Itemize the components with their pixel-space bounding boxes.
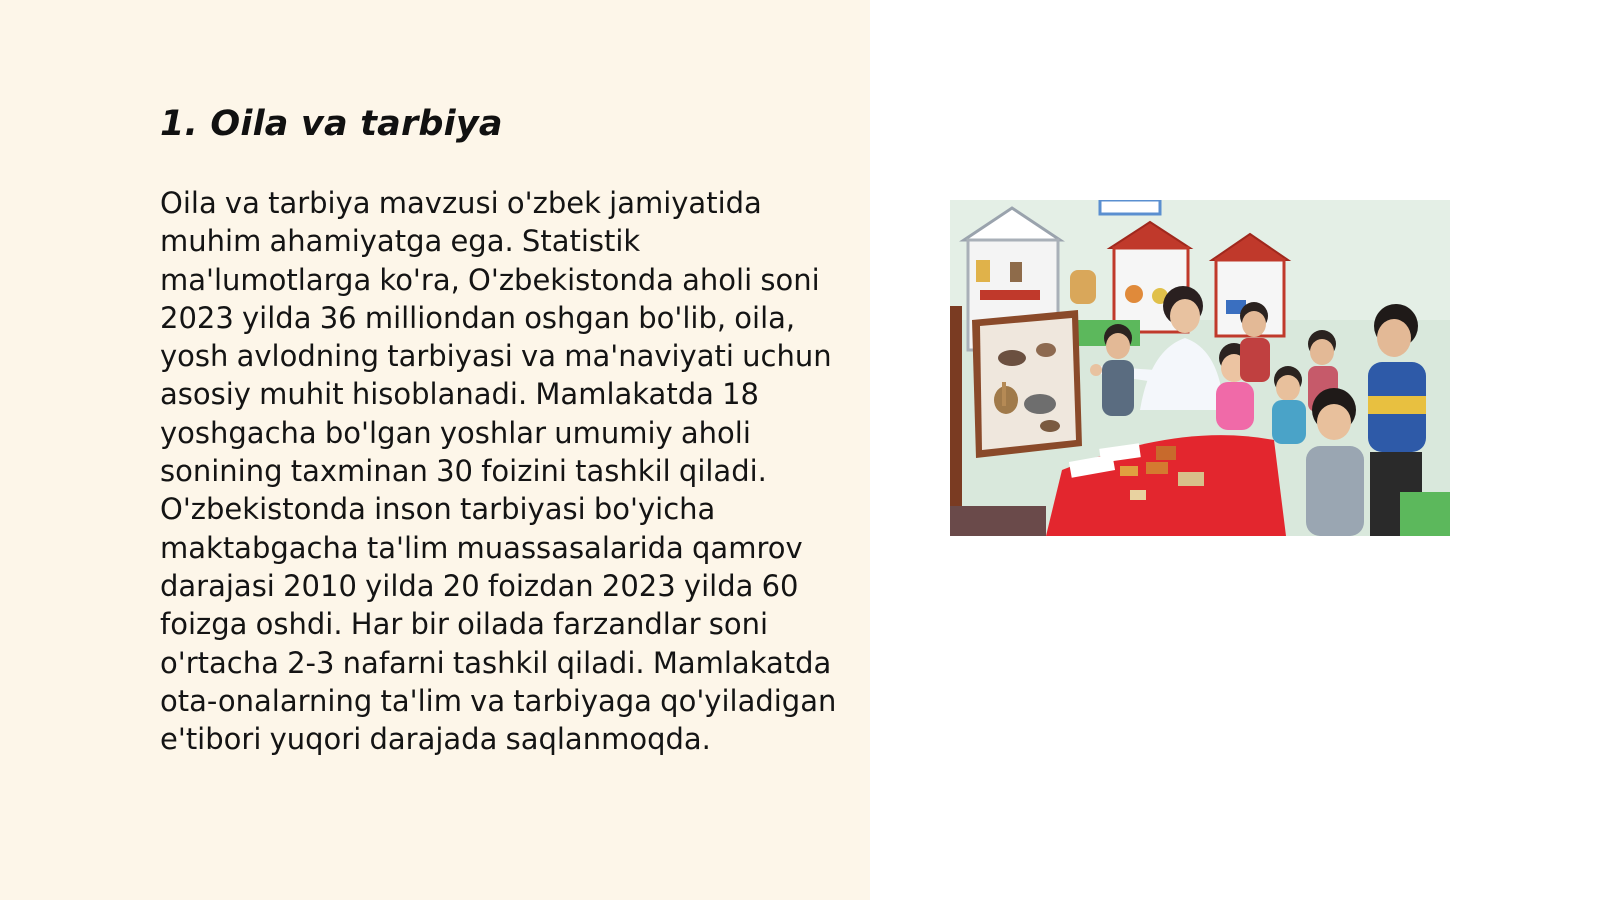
classroom-photo	[950, 200, 1450, 536]
slide-title: 1. Oila va tarbiya	[160, 104, 503, 144]
slide-paragraph: Oila va tarbiya mavzusi o'zbek jamiyatida muhim ahamiyatga ega. Statistik ma'lumotlarga ko'ra, O'zbekistonda aholi soni 2023 yilda 36 milliondan oshgan bo'lib, oila, yosh avlodning tarbiyasi va ma'naviyati uchun asosiy muhit hisoblanadi. Mamlakatda 18 yoshgacha bo'lgan yoshlar umumiy aholi sonining taxminan 30 foizini tashkil qiladi. O'zbekistonda inson tarbiyasi bo'yicha maktabgacha ta'lim muassasalarida qamrov darajasi 2010 yilda 20 foizdan 2023 yilda 60 foizga oshdi. Har bir oilada farzandlar soni o'rtacha 2-3 nafarni tashkil qiladi. Mamlakatda ota-onalarning ta'lim va tarbiyaga qo'yiladigan e'tibori yuqori darajada saqlanmoqda.	[160, 186, 837, 757]
